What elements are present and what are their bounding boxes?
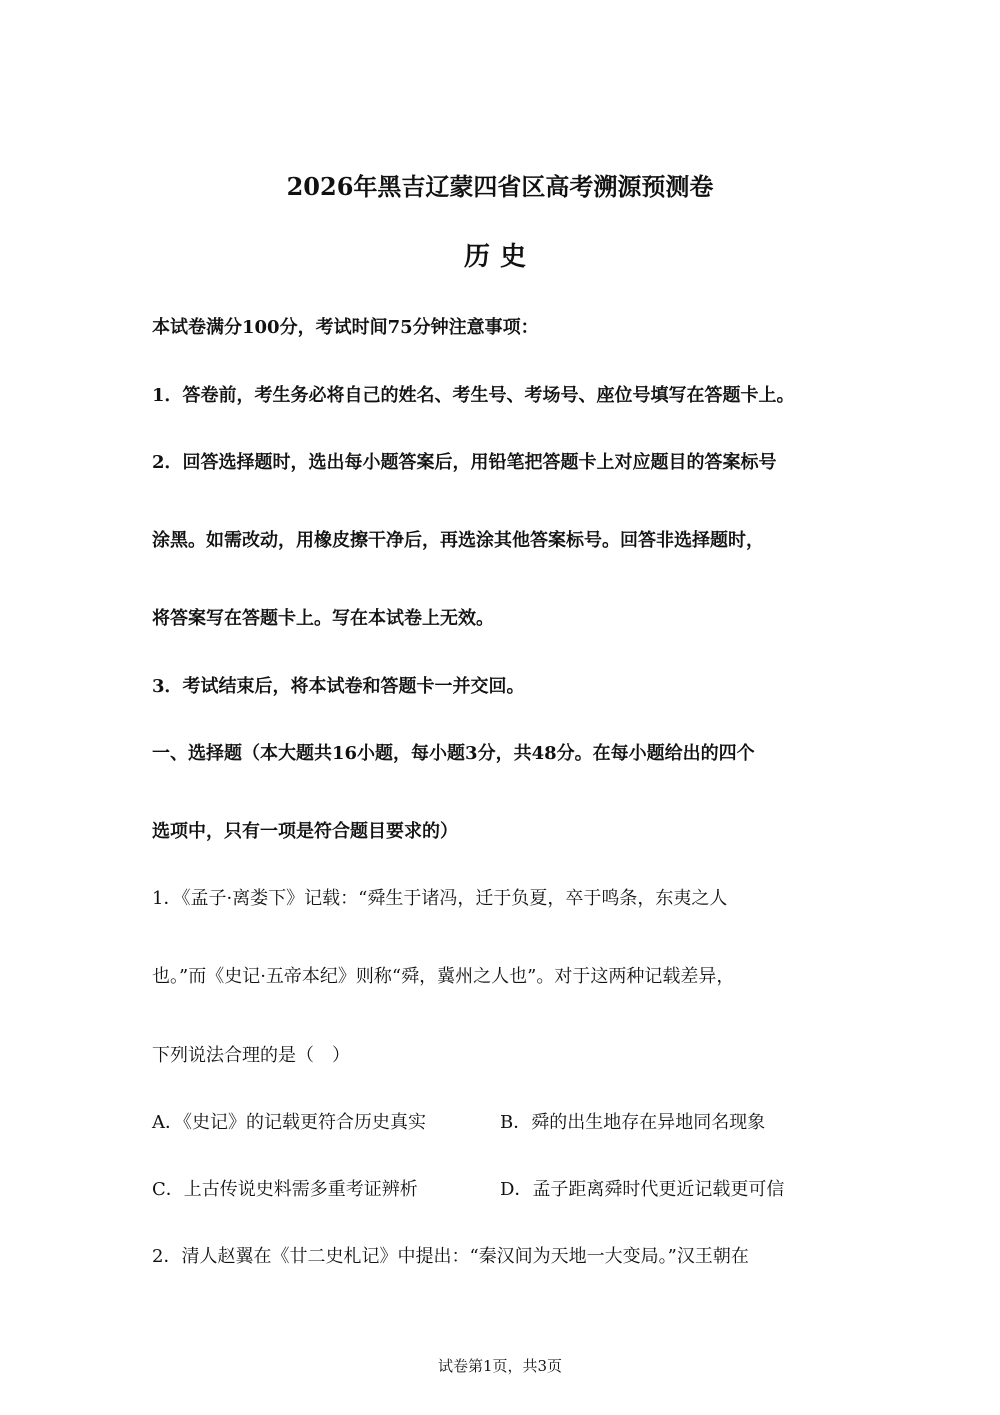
section-heading-line-1: 一、选择题（本大题共16小题，每小题3分，共48分。在每小题给出的四个 — [152, 743, 755, 764]
instruction-item-1: 1．答卷前，考生务必将自己的姓名、考生号、考场号、座位号填写在答题卡上。 — [152, 385, 795, 406]
question-2-line-1: 2．清人赵翼在《廿二史札记》中提出：“秦汉间为天地一大变局。”汉王朝在 — [152, 1246, 749, 1267]
question-1-option-b: B．舜的出生地存在异地同名现象 — [500, 1112, 766, 1133]
question-1-line-1: 1．《孟子·离娄下》记载：“舜生于诸冯，迁于负夏，卒于鸣条，东夷之人 — [152, 888, 728, 909]
question-1-option-d: D．孟子距离舜时代更近记载更可信 — [500, 1179, 785, 1200]
question-1-option-a: A．《史记》的记载更符合历史真实 — [152, 1112, 426, 1133]
instruction-item-3: 3．考试结束后，将本试卷和答题卡一并交回。 — [152, 676, 525, 697]
instruction-item-2-line-2: 涂黑。如需改动，用橡皮擦干净后，再选涂其他答案标号。回答非选择题时， — [152, 530, 764, 551]
instructions-intro: 本试卷满分100分，考试时间75分钟注意事项： — [152, 317, 539, 338]
question-1-option-c: C．上古传说史料需多重考证辨析 — [152, 1179, 418, 1200]
exam-title: 2026年黑吉辽蒙四省区高考溯源预测卷 — [286, 172, 714, 201]
subject-title: 历史 — [463, 242, 536, 272]
section-heading-line-2: 选项中，只有一项是符合题目要求的） — [152, 821, 458, 842]
instruction-item-2-line-1: 2．回答选择题时，选出每小题答案后，用铅笔把答题卡上对应题目的答案标号 — [152, 452, 777, 473]
question-1-line-3: 下列说法合理的是（ ） — [152, 1045, 350, 1066]
instruction-item-2-line-3: 将答案写在答题卡上。写在本试卷上无效。 — [152, 608, 494, 629]
page-footer: 试卷第1页，共3页 — [437, 1357, 563, 1375]
question-1-line-2: 也。”而《史记·五帝本纪》则称“舜，冀州之人也”。对于这两种记载差异， — [152, 966, 735, 987]
